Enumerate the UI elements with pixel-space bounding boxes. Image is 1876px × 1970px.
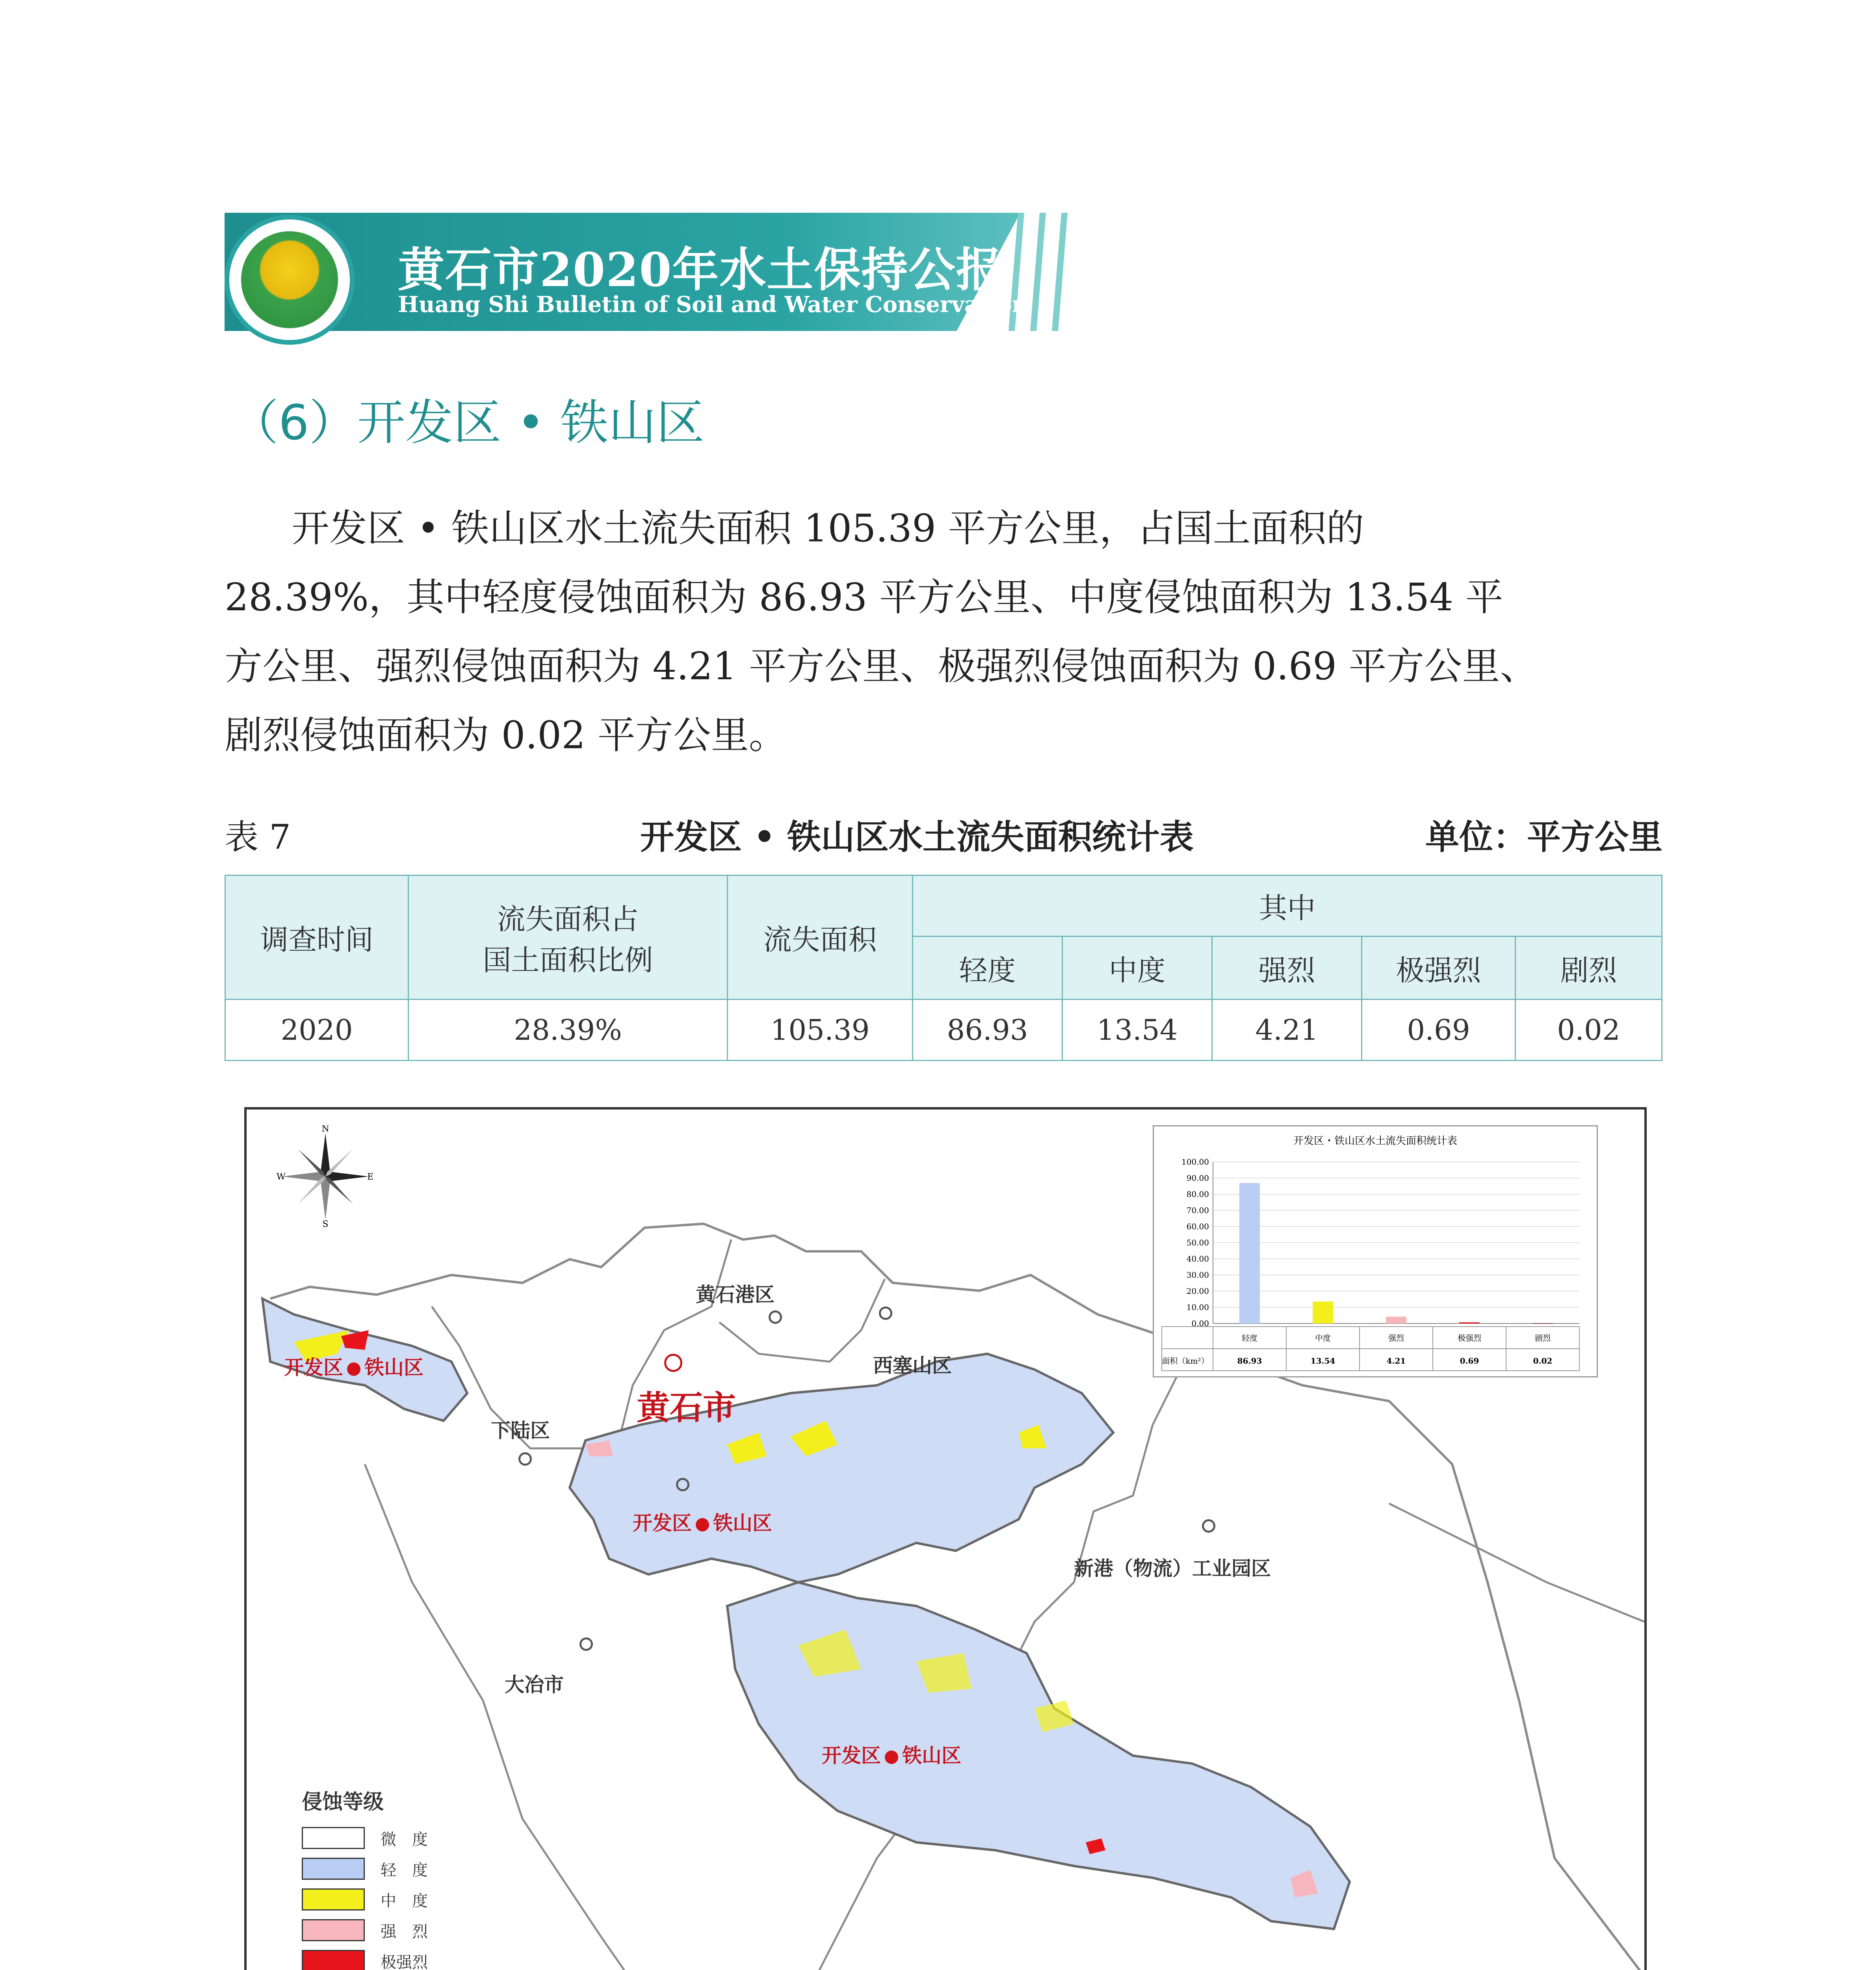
table-cell: 86.93 — [913, 1000, 1062, 1061]
location-marker — [879, 1307, 892, 1320]
legend-label: 中 度 — [381, 1892, 428, 1910]
location-marker — [676, 1478, 689, 1491]
place-label: 大冶市 — [505, 1673, 564, 1696]
district-label — [284, 1352, 423, 1380]
place-label: 黄石港区 — [696, 1283, 775, 1306]
header-loss-area: 流失面积 — [728, 875, 913, 1000]
header-level: 中度 — [1062, 937, 1212, 1000]
place-label-city: 黄石市 — [637, 1388, 736, 1427]
header-level: 轻度 — [913, 937, 1062, 1000]
paragraph-line: 剧烈侵蚀面积为 0.02 平方公里。 — [225, 713, 787, 757]
y-tick-label: 80.00 — [1186, 1189, 1209, 1199]
legend-title: 侵蚀等级 — [302, 1790, 384, 1814]
table-cell: 0.69 — [1362, 1000, 1516, 1061]
chart-title: 开发区・铁山区水土流失面积统计表 — [1293, 1135, 1458, 1147]
erosion-map — [244, 1107, 1647, 1970]
district-boundary — [1389, 1504, 1644, 1622]
paragraph-line: 28.39%，其中轻度侵蚀面积为 86.93 平方公里、中度侵蚀面积为 13.54 平 — [225, 575, 1503, 619]
district-marker — [347, 1362, 360, 1376]
y-tick-label: 90.00 — [1186, 1173, 1209, 1183]
legend-swatch — [302, 1827, 365, 1849]
kaifa-tieshan-south — [727, 1582, 1350, 1929]
header-ratio-line: 国土面积比例 — [483, 944, 653, 977]
y-tick-label: 40.00 — [1186, 1254, 1209, 1264]
compass-w: W — [277, 1172, 286, 1182]
x-tick-label: 中度 — [1315, 1333, 1331, 1343]
statistics-table — [225, 875, 1662, 1061]
data-label: 0.69 — [1460, 1356, 1479, 1366]
y-tick-label: 60.00 — [1186, 1222, 1209, 1231]
table-row — [225, 1000, 1662, 1061]
table-number: 表 7 — [225, 818, 291, 857]
legend-item — [302, 1946, 428, 1970]
table-cell: 4.21 — [1212, 1000, 1362, 1061]
bulletin-title: 黄石市2020年水土保持公报 — [398, 242, 1003, 297]
table-caption — [225, 810, 1662, 857]
district-name: 开发区 — [284, 1356, 343, 1379]
section-title: （6）开发区 • 铁山区 — [230, 395, 705, 451]
bulletin-subtitle: Huang Shi Bulletin of Soil and Water Conservation — [398, 292, 1028, 318]
x-tick-label: 极强烈 — [1458, 1333, 1481, 1343]
district-name: 铁山区 — [902, 1744, 961, 1767]
legend-swatch — [302, 1919, 365, 1941]
table-unit: 单位：平方公里 — [1425, 817, 1662, 857]
location-marker — [580, 1637, 593, 1651]
compass-s: S — [322, 1219, 329, 1228]
y-tick-label: 0.00 — [1191, 1319, 1209, 1328]
x-tick-label: 强烈 — [1388, 1333, 1404, 1343]
paragraph-line: 开发区 • 铁山区水土流失面积 105.39 平方公里，占国土面积的 — [292, 506, 1364, 550]
legend-item — [302, 1884, 428, 1915]
location-marker — [518, 1452, 532, 1466]
x-tick-label: 剧烈 — [1535, 1333, 1551, 1343]
location-marker — [1202, 1519, 1215, 1533]
y-tick-label: 100.00 — [1181, 1157, 1209, 1167]
data-label: 4.21 — [1386, 1356, 1406, 1366]
legend-swatch — [302, 1888, 365, 1911]
district-name: 开发区 — [822, 1744, 881, 1767]
y-tick-label: 50.00 — [1186, 1238, 1209, 1247]
table-cell: 2020 — [225, 1000, 409, 1061]
legend-label: 轻 度 — [381, 1861, 428, 1879]
table-cell: 105.39 — [728, 1000, 913, 1061]
y-tick-label: 30.00 — [1186, 1270, 1209, 1280]
district-name: 开发区 — [633, 1512, 692, 1535]
bar — [1459, 1322, 1480, 1323]
district-marker — [885, 1751, 898, 1764]
compass-n: N — [321, 1125, 329, 1134]
banner-stripe — [1030, 213, 1046, 331]
legend-item — [302, 1823, 428, 1853]
place-label: 新港（物流）工业园区 — [1074, 1557, 1271, 1580]
bar — [1386, 1317, 1406, 1323]
y-tick-label: 70.00 — [1186, 1206, 1209, 1215]
compass-e: E — [367, 1172, 374, 1182]
header-among: 其中 — [913, 875, 1662, 937]
header-ratio — [409, 875, 728, 1000]
table-cell: 28.39% — [409, 1000, 728, 1061]
data-label: 13.54 — [1310, 1356, 1335, 1366]
district-label — [822, 1740, 961, 1768]
inset-bar-chart — [1153, 1125, 1598, 1377]
header-level: 剧烈 — [1516, 937, 1662, 1000]
logo-emblem — [241, 231, 338, 328]
district-label — [633, 1507, 772, 1536]
legend-item — [302, 1915, 428, 1946]
compass-icon — [274, 1125, 377, 1228]
header-level: 强烈 — [1212, 937, 1362, 1000]
bar-chart-svg — [1154, 1126, 1597, 1376]
paragraph-line: 方公里、强烈侵蚀面积为 4.21 平方公里、极强烈侵蚀面积为 0.69 平方公里、 — [225, 644, 1538, 688]
district-marker — [696, 1518, 709, 1531]
location-marker — [769, 1310, 782, 1324]
bar — [1313, 1301, 1333, 1323]
table-title: 开发区 • 铁山区水土流失面积统计表 — [640, 817, 1194, 857]
data-table-row-label: 面积（km²） — [1162, 1356, 1209, 1366]
bar — [1239, 1183, 1260, 1323]
legend-label: 极强烈 — [381, 1953, 428, 1970]
legend-item — [302, 1853, 428, 1884]
district-name: 铁山区 — [713, 1512, 772, 1535]
city-center-marker — [664, 1354, 682, 1372]
map-legend — [302, 1785, 428, 1970]
place-label: 下陆区 — [491, 1419, 550, 1442]
header-ratio-line: 流失面积占 — [497, 903, 639, 936]
district-name: 铁山区 — [364, 1356, 423, 1379]
banner-stripe — [1052, 213, 1068, 331]
x-tick-label: 轻度 — [1242, 1333, 1257, 1343]
legend-label: 强 烈 — [381, 1922, 428, 1941]
bar — [1532, 1323, 1553, 1324]
header-survey-time: 调查时间 — [225, 875, 409, 1000]
legend-label: 微 度 — [381, 1830, 428, 1849]
table-cell: 13.54 — [1062, 1000, 1212, 1061]
legend-swatch — [302, 1858, 365, 1880]
legend-swatch — [302, 1950, 365, 1970]
data-label: 0.02 — [1533, 1356, 1553, 1366]
header-level: 极强烈 — [1362, 937, 1516, 1000]
y-tick-label: 20.00 — [1186, 1286, 1209, 1296]
data-label: 86.93 — [1237, 1356, 1262, 1366]
table-cell: 0.02 — [1516, 1000, 1662, 1061]
y-tick-label: 10.00 — [1186, 1303, 1209, 1312]
place-label: 西塞山区 — [873, 1354, 952, 1377]
soil-conservation-logo — [225, 215, 355, 345]
